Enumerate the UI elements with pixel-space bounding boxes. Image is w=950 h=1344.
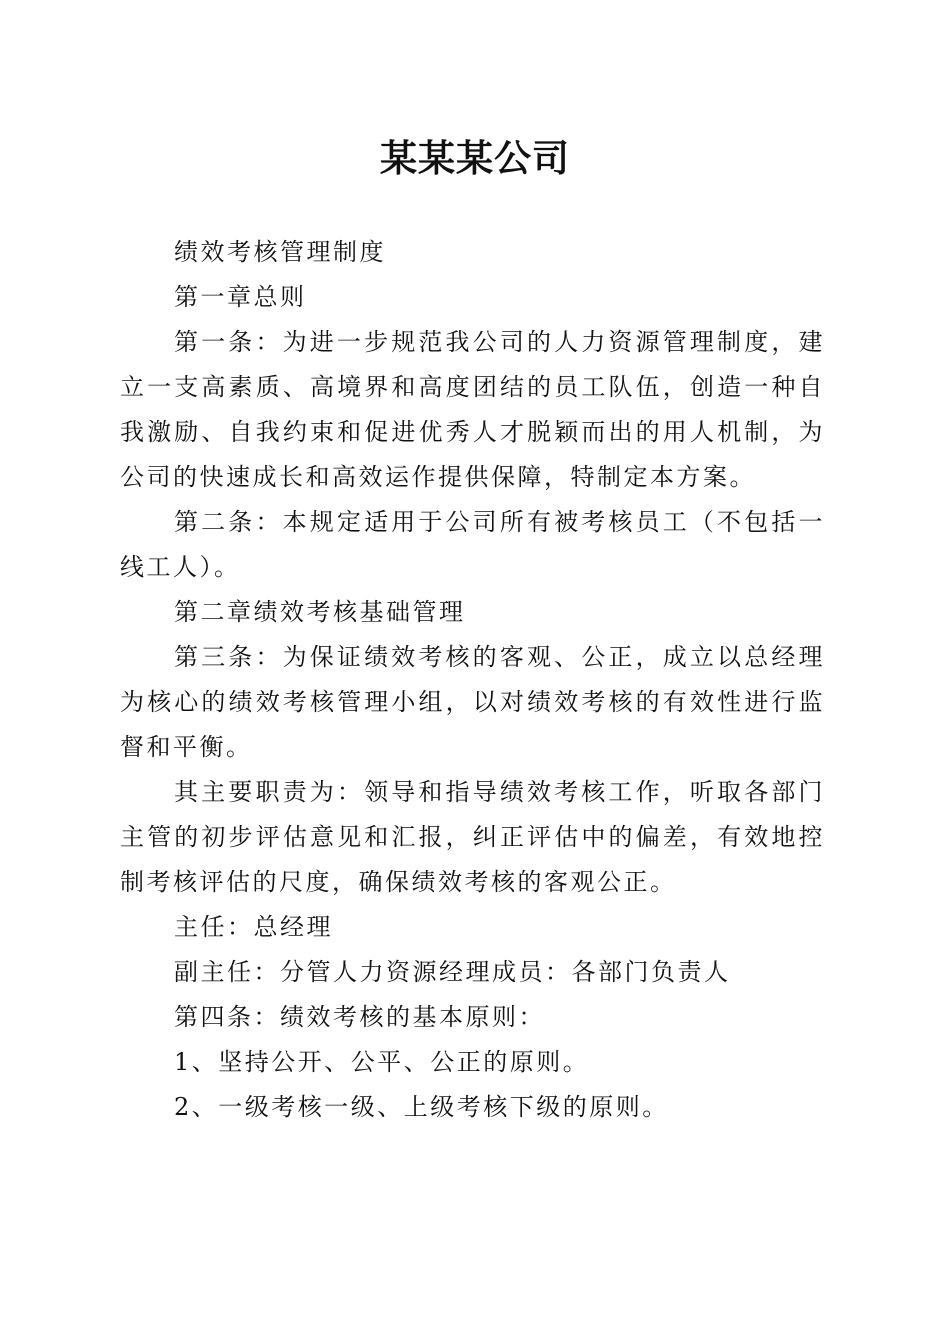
document-title: 某某某公司 [380, 136, 570, 180]
body-paragraph: 副主任：分管人力资源经理成员：各部门负责人 [174, 958, 731, 986]
chapter-heading: 第一章总则 [174, 283, 307, 311]
list-item: 1、坚持公开、公平、公正的原则。 [174, 1048, 590, 1076]
document-body [120, 230, 825, 1130]
article-paragraph: 第一条：为进一步规范我公司的人力资源管理制度，建立一支高素质、高境界和高度团结的员工队伍，创造一种自我激励、自我约束和促进优秀人才脱颖而出的用人机制，为公司的快速成长和高效运作提供保障，特制定本方案。 [120, 328, 825, 491]
article-paragraph: 第三条：为保证绩效考核的客观、公正，成立以总经理为核心的绩效考核管理小组，以对绩效考核的有效性进行监督和平衡。 [120, 643, 825, 761]
body-paragraph: 其主要职责为：领导和指导绩效考核工作，听取各部门主管的初步评估意见和汇报，纠正评估中的偏差，有效地控制考核评估的尺度，确保绩效考核的客观公正。 [120, 778, 825, 896]
document-subtitle: 绩效考核管理制度 [174, 238, 386, 266]
body-paragraph: 主任：总经理 [174, 913, 333, 941]
article-paragraph: 第二条：本规定适用于公司所有被考核员工（不包括一线工人）。 [120, 508, 825, 581]
chapter-heading: 第二章绩效考核基础管理 [174, 598, 466, 626]
list-item: 2、一级考核一级、上级考核下级的原则。 [174, 1093, 669, 1121]
article-paragraph: 第四条：绩效考核的基本原则： [174, 1003, 545, 1031]
